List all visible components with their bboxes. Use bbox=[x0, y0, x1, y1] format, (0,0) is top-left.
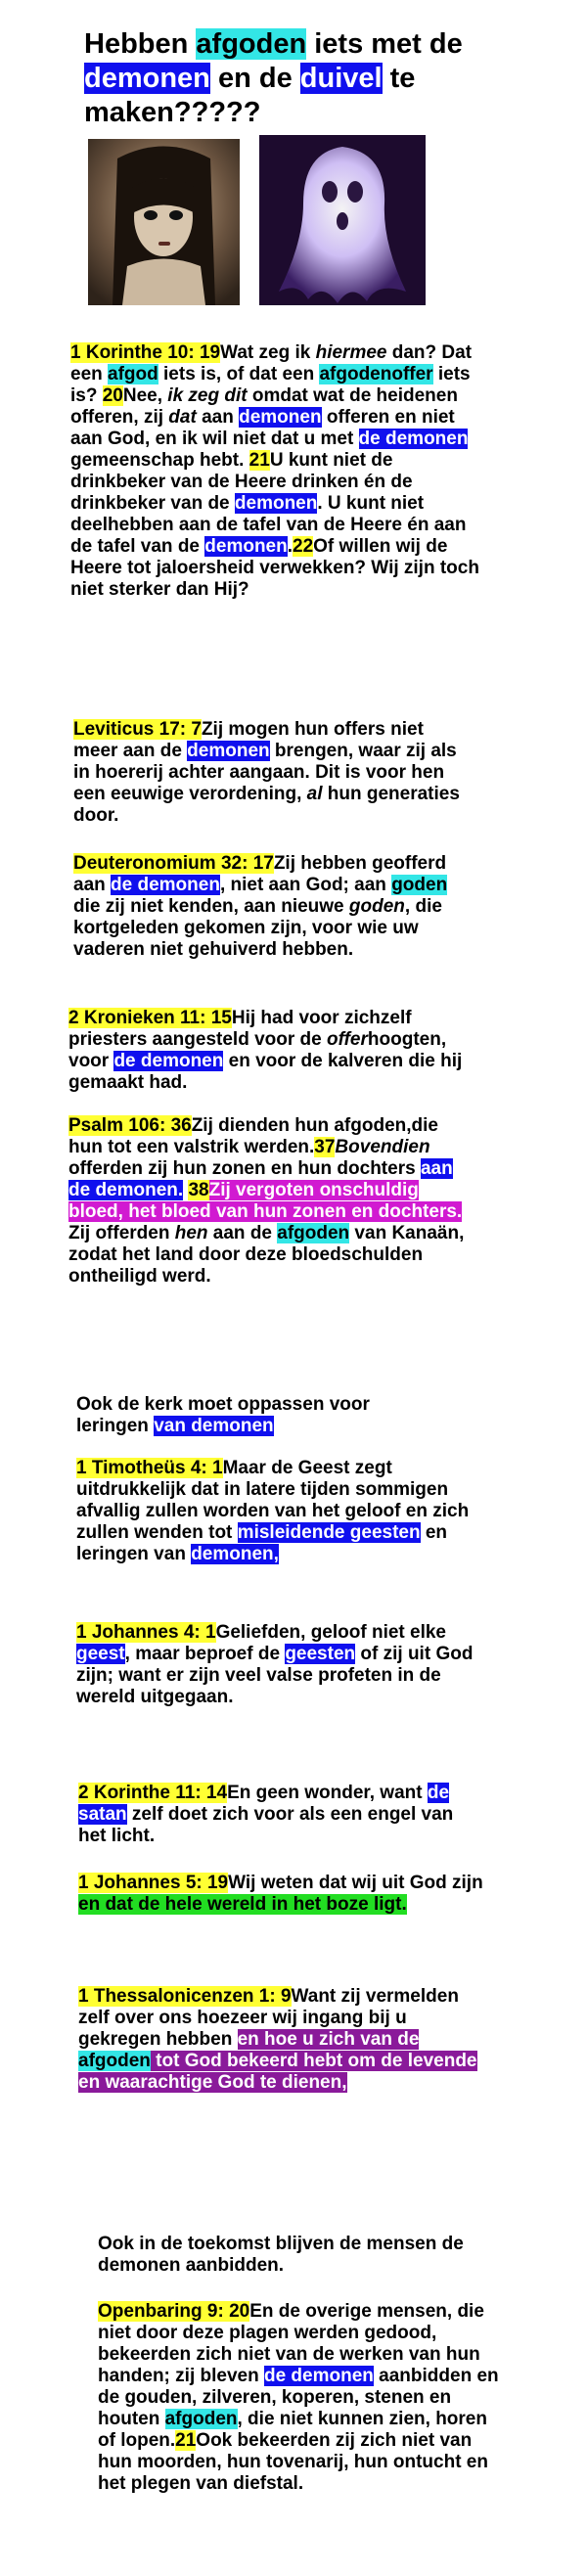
text-segment: Hebben bbox=[84, 28, 197, 60]
text-segment: Zij mogen hun offers niet meer aan de bbox=[73, 719, 424, 761]
text-segment: U kunt niet de drinkbeker van de bbox=[70, 450, 393, 492]
verse-1-timotheus-4 bbox=[76, 1458, 473, 1565]
verse-text bbox=[70, 342, 486, 601]
text-segment: Of willen wij de bbox=[313, 536, 448, 557]
text-segment: iets is? bbox=[70, 364, 471, 406]
verse-2-korinthe-11 bbox=[78, 1783, 474, 1847]
text-segment: goden bbox=[391, 875, 448, 895]
verse-text bbox=[68, 1008, 470, 1094]
text-segment: afgoden bbox=[277, 1223, 350, 1243]
text-segment: , maar beproef de bbox=[124, 1644, 286, 1664]
text-segment: . U kunt niet deelhebben aan de tafel van de bbox=[70, 493, 425, 535]
text-segment: Hij had voor zichzelf priesters aangesteld voor de bbox=[68, 1008, 412, 1050]
text-segment: en voor de kalveren die hij gemaakt had. bbox=[68, 1051, 463, 1093]
text-segment: Heere bbox=[234, 472, 287, 492]
text-segment: demonen bbox=[204, 536, 288, 557]
text-segment: de satan bbox=[78, 1783, 450, 1825]
text-segment: afgoden bbox=[164, 2409, 238, 2429]
text-segment: offer bbox=[327, 1029, 368, 1050]
text-segment: , die niet kunnen zien, horen of lopen. bbox=[98, 2409, 487, 2451]
text-segment: 22 bbox=[293, 536, 314, 557]
text-segment: dan? Dat een bbox=[70, 342, 473, 384]
verse-2-kronieken-11 bbox=[68, 1008, 470, 1094]
text-segment: de demonen bbox=[263, 2366, 374, 2386]
text-segment: de demonen bbox=[111, 875, 220, 895]
text-segment: misleidende geesten bbox=[237, 1522, 421, 1543]
text-segment: Heere bbox=[350, 515, 402, 535]
text-segment: Wat zeg ik bbox=[220, 342, 316, 363]
text-segment: , die kortgeleden gekomen zijn, voor wie uw vaderen niet gehuiverd hebben. bbox=[73, 896, 442, 960]
text-segment: demonen bbox=[84, 63, 210, 94]
text-segment: iets met de bbox=[306, 28, 463, 60]
text-segment: hun generaties door. bbox=[73, 784, 460, 826]
text-segment: Ook in de toekomst blijven de mensen de demonen aanbidden. bbox=[98, 2234, 464, 2276]
text-segment: en de bbox=[209, 63, 300, 94]
text-segment: demonen bbox=[234, 493, 318, 514]
text-segment: En geen wonder, want bbox=[227, 1783, 428, 1803]
text-segment: Nee, bbox=[122, 385, 168, 406]
text-segment: Wij weten dat wij uit God zijn bbox=[228, 1873, 483, 1893]
church-warning-text bbox=[76, 1394, 443, 1437]
text-segment: geesten bbox=[285, 1644, 356, 1664]
text-segment: en leringen van bbox=[76, 1522, 448, 1564]
text-segment: 38 bbox=[188, 1180, 209, 1200]
text-segment: 21 bbox=[175, 2430, 197, 2451]
text-segment: demonen, bbox=[191, 1544, 279, 1564]
verse-reference: Psalm 106: 36 bbox=[68, 1115, 192, 1136]
verse-reference: 2 Kronieken 11: 15 bbox=[68, 1008, 232, 1028]
verse-text bbox=[73, 719, 465, 827]
verse-reference: Openbaring 9: 20 bbox=[98, 2301, 250, 2322]
verse-text bbox=[98, 2301, 509, 2495]
verse-text bbox=[78, 1873, 484, 1916]
text-segment: iets is, of dat een bbox=[158, 364, 320, 384]
text-segment: hiermee bbox=[315, 342, 387, 363]
page-title bbox=[84, 27, 495, 130]
text-segment: Want zij vermelden zelf over ons hoezeer wij ingang bij u gekregen hebben bbox=[78, 1986, 459, 2050]
verse-reference: 1 Johannes 4: 1 bbox=[76, 1622, 216, 1643]
text-segment: brengen, waar zij als in hoererij achter aangaan. Dit is voor hen een eeuwige verordening, bbox=[73, 741, 457, 804]
verse-reference: 1 Johannes 5: 19 bbox=[78, 1873, 229, 1893]
text-segment: offeren en niet aan God, en ik wil niet dat u met bbox=[70, 407, 455, 449]
verse-openbaring-9 bbox=[98, 2301, 509, 2495]
text-segment: 21 bbox=[248, 450, 270, 471]
text-segment: omdat wat de heidenen offeren, zij bbox=[70, 385, 458, 428]
verse-psalm-106 bbox=[68, 1115, 470, 1288]
text-segment: aan de bbox=[207, 1223, 278, 1243]
text-segment: demonen bbox=[239, 407, 322, 428]
verse-1-thessalonicenzen-1 bbox=[78, 1986, 479, 2094]
future-worship-text bbox=[98, 2234, 504, 2277]
text-segment: Heere bbox=[70, 558, 122, 578]
text-segment: en hoe u zich van de bbox=[237, 2029, 420, 2050]
text-segment: van Kanaän, zodat het land door deze bloedschulden ontheiligd werd. bbox=[68, 1223, 465, 1287]
text-segment: Maar de Geest zegt uitdrukkelijk dat in latere tijden sommigen afvallig zullen worden van het geloof en zich zullen wenden tot bbox=[76, 1458, 470, 1543]
text-segment: Zij hebben geofferd aan bbox=[73, 853, 447, 895]
text-segment: Ook de kerk moet oppassen voor leringen bbox=[76, 1394, 370, 1436]
text-segment: ik zeg dit bbox=[167, 385, 248, 406]
verse-text bbox=[78, 1783, 474, 1847]
verse-text bbox=[76, 1622, 482, 1708]
verse-reference: 1 Korinthe 10: 19 bbox=[70, 342, 221, 363]
text-segment: geest bbox=[76, 1644, 125, 1664]
text-segment: drinken én de drinkbeker van de bbox=[70, 472, 413, 514]
text-segment: afgoden bbox=[78, 2051, 151, 2071]
text-segment: én aan de tafel van de bbox=[70, 515, 467, 557]
text-segment: 37 bbox=[314, 1137, 336, 1157]
text-segment: tot jaloersheid verwekken? Wij zijn toch niet sterker dan Hij? bbox=[70, 558, 479, 600]
text-segment: aan de demonen. bbox=[68, 1158, 453, 1200]
ghost-woman-image bbox=[88, 139, 240, 305]
text-segment: Geliefden, geloof niet elke bbox=[215, 1622, 447, 1643]
text-segment: zelf doet zich voor als een engel van het licht. bbox=[78, 1804, 454, 1846]
text-segment: Zij offerden bbox=[68, 1223, 175, 1243]
text-segment: Zij dienden hun afgoden,die hun tot een valstrik werden. bbox=[68, 1115, 438, 1157]
verse-reference: Deuteronomium 32: 17 bbox=[73, 853, 274, 874]
verse-reference: 1 Timotheüs 4: 1 bbox=[76, 1458, 223, 1478]
text-segment: te maken????? bbox=[84, 63, 416, 128]
text-segment: dat bbox=[168, 407, 197, 428]
white-ghost-icon bbox=[259, 135, 426, 305]
text-segment: demonen bbox=[187, 741, 270, 761]
verse-deuteronomium-32 bbox=[73, 853, 460, 961]
text-segment: . bbox=[287, 536, 294, 557]
text-segment: en dat de hele wereld in het boze ligt. bbox=[78, 1894, 407, 1915]
text-segment: hoogten, voor bbox=[68, 1029, 447, 1071]
text-segment: al bbox=[306, 784, 323, 804]
text-segment: hen bbox=[174, 1223, 208, 1243]
text-segment: afgodenoffer bbox=[319, 364, 433, 384]
text-segment: 20 bbox=[102, 385, 123, 406]
text-segment: die zij niet kenden, aan nieuwe bbox=[73, 896, 349, 917]
text-segment: de demonen bbox=[113, 1051, 224, 1071]
verse-reference: 1 Thessalonicenzen 1: 9 bbox=[78, 1986, 292, 2007]
verse-reference: Leviticus 17: 7 bbox=[73, 719, 202, 740]
ghost-woman-photo bbox=[88, 139, 240, 305]
text-segment: Ook bekeerden zij zich niet van hun moorden, hun tovenarij, hun ontucht en het plegen van diefstal. bbox=[98, 2430, 488, 2494]
ghost-figure-image bbox=[259, 135, 426, 305]
text-segment: aan bbox=[196, 407, 240, 428]
text-segment: gemeenschap hebt. bbox=[70, 450, 249, 471]
text-segment: En de overige mensen, die niet door deze plagen werden gedood, bekeerden zich niet van de werken van hun handen; zij bleven bbox=[98, 2301, 484, 2386]
verse-text bbox=[78, 1986, 479, 2094]
verse-1-johannes-4 bbox=[76, 1622, 482, 1708]
text-segment: van demonen bbox=[154, 1416, 274, 1436]
text-segment: duivel bbox=[299, 63, 383, 94]
verse-1-korinthe-10 bbox=[70, 342, 486, 601]
verse-reference: 2 Korinthe 11: 14 bbox=[78, 1783, 228, 1803]
text-segment: goden bbox=[348, 896, 405, 917]
text-segment: offerden zij hun zonen en hun dochters bbox=[68, 1158, 421, 1179]
text-segment: Bovendien bbox=[335, 1137, 430, 1157]
text-segment: de demonen bbox=[358, 429, 469, 449]
text-segment: afgod bbox=[108, 364, 158, 384]
verse-text bbox=[73, 853, 460, 961]
verse-text bbox=[68, 1115, 470, 1288]
text-segment: aanbidden en de gouden, zilveren, koperen, stenen en houten bbox=[98, 2366, 499, 2429]
text-segment: of zij uit God zijn; want er zijn veel valse profeten in de wereld uitgegaan. bbox=[76, 1644, 474, 1707]
verse-text bbox=[76, 1458, 473, 1565]
verse-1-johannes-5 bbox=[78, 1873, 484, 1916]
text-segment: Zij vergoten onschuldig bloed, het bloed van hun zonen en dochters. bbox=[68, 1180, 463, 1222]
text-segment: , niet aan God; aan bbox=[219, 875, 392, 895]
verse-leviticus-17 bbox=[73, 719, 465, 827]
text-segment: afgoden bbox=[196, 28, 307, 60]
text-segment: tot God bekeerd hebt om de levende en waarachtige God te dienen, bbox=[78, 2051, 477, 2093]
